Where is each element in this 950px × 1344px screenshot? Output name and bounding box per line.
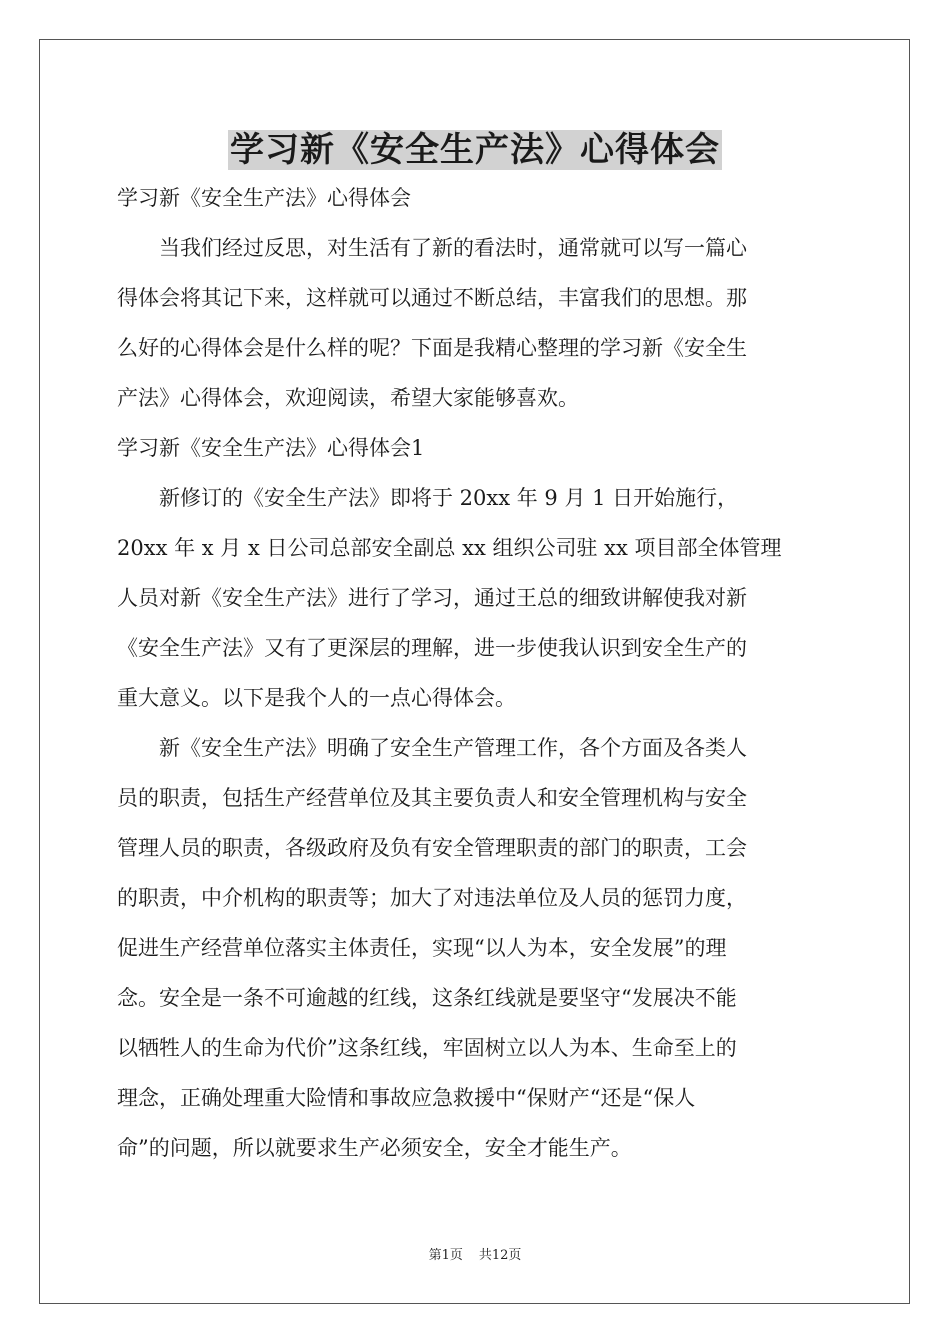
- paragraph-line: 理念，正确处理重大险情和事故应急救援中“保财产“还是“保人: [117, 1086, 696, 1110]
- paragraph-line: 新修订的《安全生产法》即将于 20xx 年 9 月 1 日开始施行，: [117, 486, 739, 510]
- paragraph-line: 人员对新《安全生产法》进行了学习，通过王总的细致讲解使我对新: [117, 586, 747, 610]
- paragraph-line: 的职责，中介机构的职责等；加大了对违法单位及人员的惩罚力度，: [117, 886, 747, 910]
- intro-line: 当我们经过反思，对生活有了新的看法时，通常就可以写一篇心: [117, 236, 747, 260]
- paragraph-line: 以牺牲人的生命为代价”这条红线，牢固树立以人为本、生命至上的: [117, 1036, 737, 1060]
- paragraph-line: 管理人员的职责，各级政府及负有安全管理职责的部门的职责，工会: [117, 836, 747, 860]
- paragraph-line: 命”的问题，所以就要求生产必须安全，安全才能生产。: [117, 1136, 632, 1160]
- document-body: [117, 173, 837, 1173]
- total-pages: 共12页: [478, 1248, 522, 1263]
- intro-paragraph: [117, 223, 837, 423]
- page-number: 第1页: [428, 1248, 463, 1263]
- paragraph-line: 20xx 年 x 月 x 日公司总部安全副总 xx 组织公司驻 xx 项目部全体管理: [117, 536, 782, 560]
- paragraph-line: 《安全生产法》又有了更深层的理解，进一步使我认识到安全生产的: [117, 636, 747, 660]
- intro-line: 产法》心得体会，欢迎阅读，希望大家能够喜欢。: [117, 386, 579, 410]
- document-title: [0, 122, 950, 178]
- paragraph-line: 念。安全是一条不可逾越的红线，这条红线就是要坚守“发展决不能: [117, 986, 737, 1010]
- paragraph-line: 员的职责，包括生产经营单位及其主要负责人和安全管理机构与安全: [117, 786, 747, 810]
- subtitle: 学习新《安全生产法》心得体会: [117, 186, 411, 210]
- paragraph-line: 重大意义。以下是我个人的一点心得体会。: [117, 686, 516, 710]
- intro-line: 么好的心得体会是什么样的呢？下面是我精心整理的学习新《安全生: [117, 336, 747, 360]
- paragraph-line: 促进生产经营单位落实主体责任，实现“以人为本，安全发展”的理: [117, 936, 727, 960]
- paragraph-1: [117, 473, 837, 723]
- intro-line: 得体会将其记下来，这样就可以通过不断总结，丰富我们的思想。那: [117, 286, 747, 310]
- paragraph-line: 新《安全生产法》明确了安全生产管理工作，各个方面及各类人: [117, 736, 747, 760]
- section-heading: 学习新《安全生产法》心得体会1: [117, 436, 425, 460]
- paragraph-2: [117, 723, 837, 1173]
- document-title-text: 学习新《安全生产法》心得体会: [230, 130, 720, 170]
- page-footer: [0, 1247, 950, 1265]
